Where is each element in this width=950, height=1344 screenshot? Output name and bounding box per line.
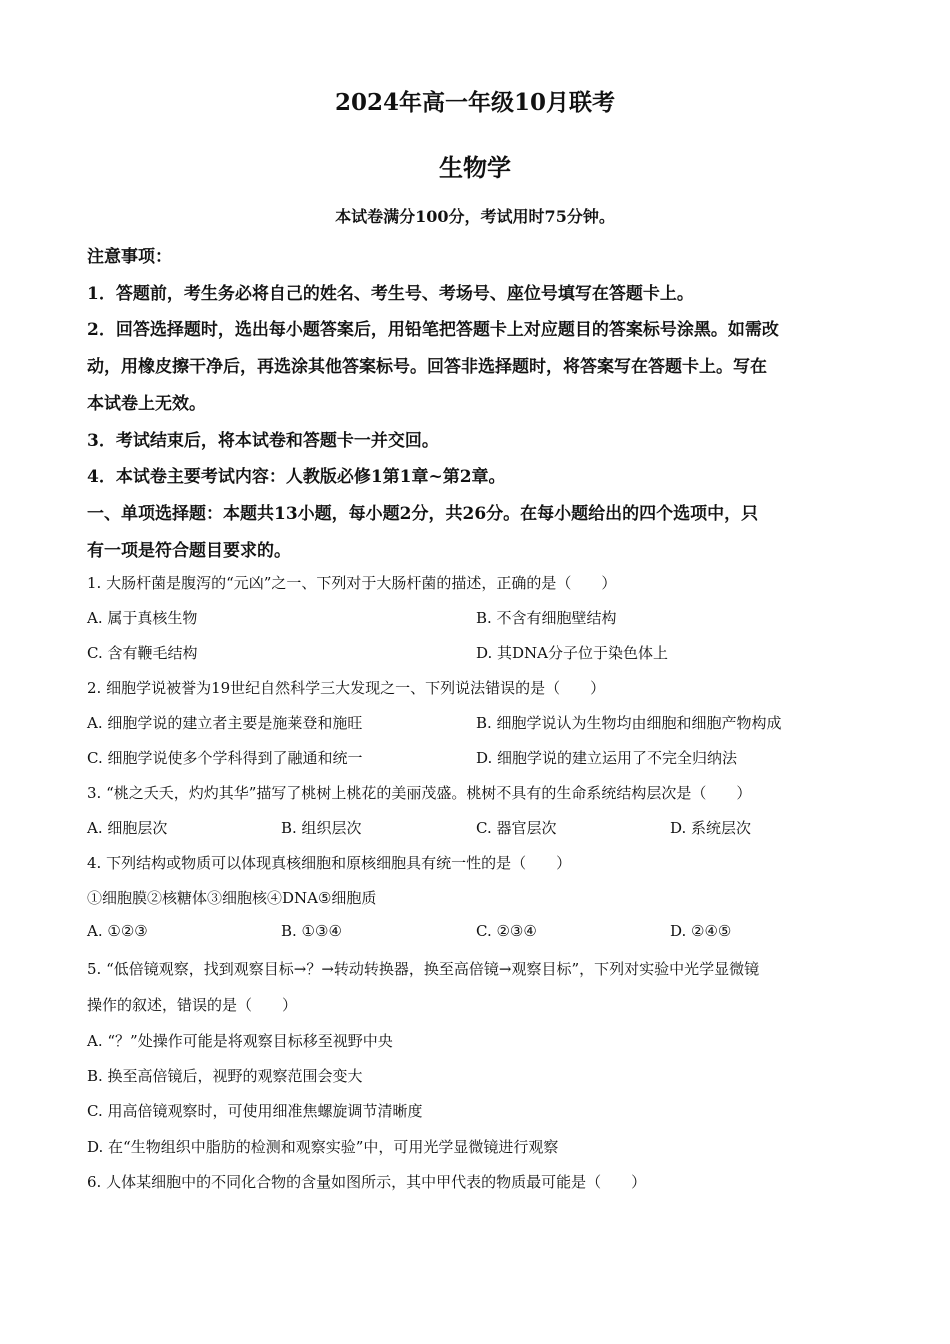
question-1-stem: 1. 大肠杆菌是腹泻的“元凶”之一、下列对于大肠杆菌的描述，正确的是（ ） — [87, 574, 617, 592]
notes-heading: 注意事项： — [87, 247, 172, 267]
question-1-option-b: B. 不含有细胞壁结构 — [476, 609, 617, 627]
question-5-stem-line-1: 5. “低倍镜观察，找到观察目标→？→转动转换器，换至高倍镜→观察目标”，下列对实验中光学显微镜 — [87, 960, 760, 978]
note-2-line-2: 动，用橡皮擦干净后，再选涂其他答案标号。回答非选择题时，将答案写在答题卡上。写在 — [87, 357, 767, 377]
note-1: 1．答题前，考生务必将自己的姓名、考生号、考场号、座位号填写在答题卡上。 — [87, 284, 694, 304]
question-3-option-d: D. 系统层次 — [670, 819, 752, 837]
question-2-option-a: A. 细胞学说的建立者主要是施莱登和施旺 — [87, 714, 363, 732]
question-3-option-c: C. 器官层次 — [476, 819, 557, 837]
question-4-option-a: A. ①②③ — [87, 922, 148, 940]
question-1-option-c: C. 含有鞭毛结构 — [87, 644, 198, 662]
question-4-items: ①细胞膜②核糖体③细胞核④DNA⑤细胞质 — [87, 889, 377, 907]
question-1-option-d: D. 其DNA分子位于染色体上 — [476, 644, 669, 662]
section-1-line-1: 一、单项选择题：本题共13小题，每小题2分，共26分。在每小题给出的四个选项中，只 — [87, 504, 759, 524]
question-3-option-b: B. 组织层次 — [281, 819, 362, 837]
question-4-option-b: B. ①③④ — [281, 922, 342, 940]
question-5-option-d: D. 在“生物组织中脂肪的检测和观察实验”中，可用光学显微镜进行观察 — [87, 1138, 559, 1156]
question-3-option-a: A. 细胞层次 — [87, 819, 168, 837]
subject-title: 生物学 — [439, 153, 511, 182]
note-3: 3．考试结束后，将本试卷和答题卡一并交回。 — [87, 431, 439, 451]
question-5-option-a: A. “？”处操作可能是将观察目标移至视野中央 — [87, 1032, 393, 1050]
question-4-option-c: C. ②③④ — [476, 922, 537, 940]
question-3-stem: 3. “桃之夭夭，灼灼其华”描写了桃树上桃花的美丽茂盛。桃树不具有的生命系统结构层次是（ ） — [87, 784, 752, 802]
question-6-stem: 6. 人体某细胞中的不同化合物的含量如图所示，其中甲代表的物质最可能是（ ） — [87, 1173, 647, 1191]
question-5-option-b: B. 换至高倍镜后，视野的观察范围会变大 — [87, 1067, 363, 1085]
exam-title: 2024年高一年级10月联考 — [334, 89, 616, 116]
note-4: 4．本试卷主要考试内容：人教版必修1第1章~第2章。 — [87, 467, 506, 487]
note-2-line-3: 本试卷上无效。 — [87, 394, 206, 414]
question-2-option-c: C. 细胞学说使多个学科得到了融通和统一 — [87, 749, 363, 767]
question-2-stem: 2. 细胞学说被誉为19世纪自然科学三大发现之一、下列说法错误的是（ ） — [87, 679, 606, 697]
question-2-option-b: B. 细胞学说认为生物均由细胞和细胞产物构成 — [476, 714, 782, 732]
exam-info: 本试卷满分100分，考试用时75分钟。 — [335, 207, 615, 226]
question-5-option-c: C. 用高倍镜观察时，可使用细准焦螺旋调节清晰度 — [87, 1102, 423, 1120]
question-5-stem-line-2: 操作的叙述，错误的是（ ） — [87, 996, 298, 1014]
note-2-line-1: 2．回答选择题时，选出每小题答案后，用铅笔把答题卡上对应题目的答案标号涂黑。如需改 — [87, 320, 779, 340]
section-1-line-2: 有一项是符合题目要求的。 — [87, 541, 291, 561]
question-2-option-d: D. 细胞学说的建立运用了不完全归纳法 — [476, 749, 738, 767]
question-4-option-d: D. ②④⑤ — [670, 922, 732, 940]
question-4-stem: 4. 下列结构或物质可以体现真核细胞和原核细胞具有统一性的是（ ） — [87, 854, 572, 872]
question-1-option-a: A. 属于真核生物 — [87, 609, 198, 627]
